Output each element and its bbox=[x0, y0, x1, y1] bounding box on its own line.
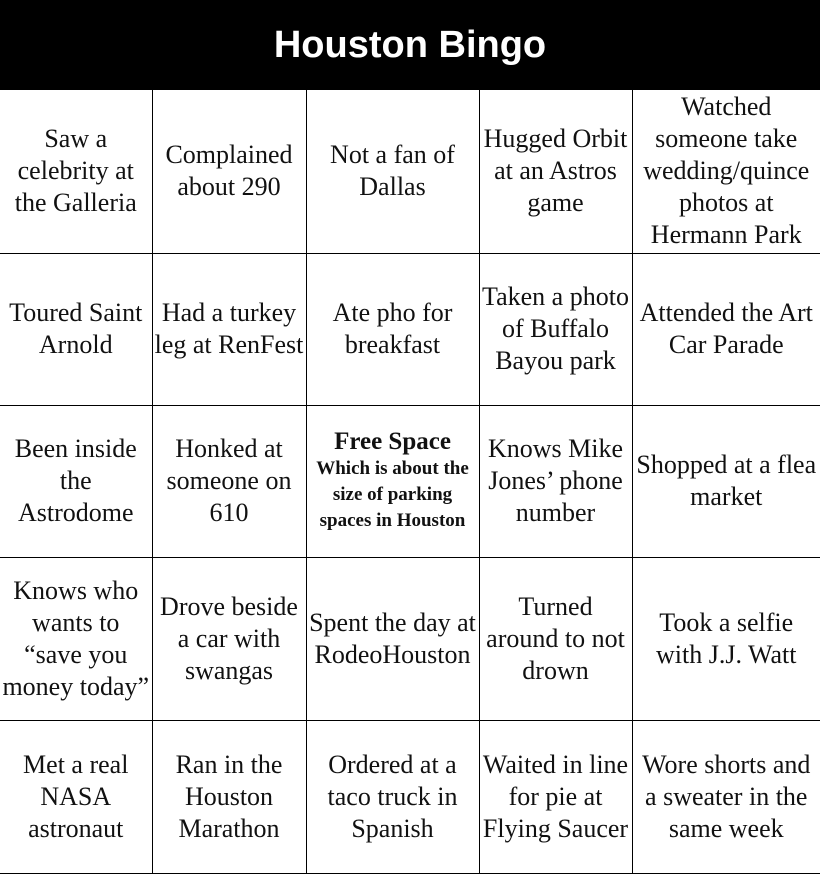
bingo-cell[interactable]: Not a fan of Dallas bbox=[306, 90, 479, 253]
bingo-cell[interactable]: Ran in the Houston Marathon bbox=[152, 720, 306, 873]
free-space-subtitle: Which is about the size of parking spaces in Houston bbox=[316, 458, 469, 531]
bingo-cell[interactable]: Spent the day at RodeoHouston bbox=[306, 557, 479, 720]
bingo-cell[interactable]: Met a real NASA astronaut bbox=[0, 720, 152, 873]
page-title: Houston Bingo bbox=[0, 0, 820, 90]
bingo-cell[interactable]: Waited in line for pie at Flying Saucer bbox=[479, 720, 632, 873]
bingo-cell[interactable]: Been inside the Astrodome bbox=[0, 405, 152, 557]
bingo-cell[interactable]: Took a selfie with J.J. Watt bbox=[632, 557, 820, 720]
bingo-cell[interactable]: Had a turkey leg at RenFest bbox=[152, 253, 306, 405]
free-space-title: Free Space bbox=[334, 428, 451, 455]
bingo-cell[interactable]: Ordered at a taco truck in Spanish bbox=[306, 720, 479, 873]
bingo-cell[interactable]: Shopped at a flea market bbox=[632, 405, 820, 557]
bingo-cell[interactable]: Attended the Art Car Parade bbox=[632, 253, 820, 405]
bingo-cell[interactable]: Drove beside a car with swangas bbox=[152, 557, 306, 720]
bingo-cell[interactable]: Saw a celebrity at the Galleria bbox=[0, 90, 152, 253]
bingo-cell[interactable]: Turned around to not drown bbox=[479, 557, 632, 720]
bingo-cell[interactable]: Taken a photo of Buffalo Bayou park bbox=[479, 253, 632, 405]
free-space-cell[interactable] bbox=[306, 405, 479, 557]
bingo-cell[interactable]: Ate pho for breakfast bbox=[306, 253, 479, 405]
bingo-grid bbox=[0, 90, 820, 874]
bingo-cell[interactable]: Honked at someone on 610 bbox=[152, 405, 306, 557]
bingo-cell[interactable]: Knows Mike Jones’ phone number bbox=[479, 405, 632, 557]
bingo-cell[interactable]: Watched someone take wedding/quince photos at Hermann Park bbox=[632, 90, 820, 253]
bingo-cell[interactable]: Complained about 290 bbox=[152, 90, 306, 253]
bingo-cell[interactable]: Wore shorts and a sweater in the same week bbox=[632, 720, 820, 873]
bingo-cell[interactable]: Toured Saint Arnold bbox=[0, 253, 152, 405]
bingo-cell[interactable]: Hugged Orbit at an Astros game bbox=[479, 90, 632, 253]
bingo-cell[interactable]: Knows who wants to “save you money today” bbox=[0, 557, 152, 720]
